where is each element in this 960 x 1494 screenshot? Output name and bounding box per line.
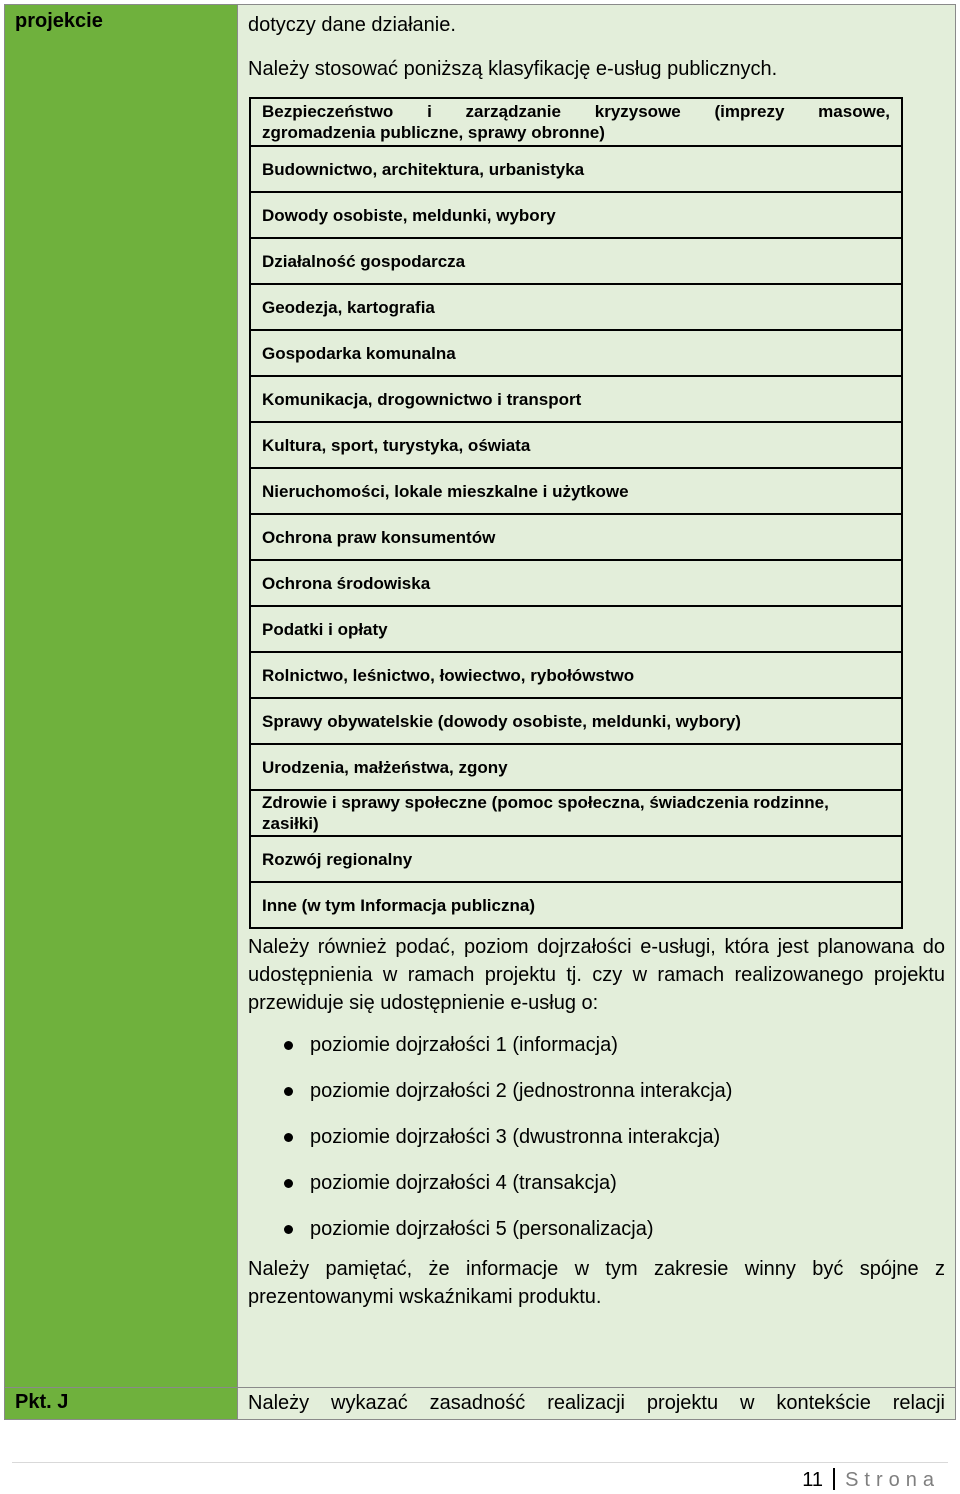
footer-divider	[12, 1462, 948, 1463]
table-row	[250, 330, 902, 376]
intro-text-1: dotyczy dane działanie.	[248, 14, 456, 36]
category-cell: Inne (w tym Informacja publiczna)	[250, 882, 902, 928]
intro-text-2: Należy stosować poniższą klasyfikację e-usług publicznych.	[248, 58, 778, 80]
category-cell: Geodezja, kartografia	[250, 284, 902, 330]
maturity-levels-list	[248, 1031, 945, 1261]
category-cell: Gospodarka komunalna	[250, 330, 902, 376]
table-row	[250, 836, 902, 882]
table-cell	[250, 98, 902, 146]
category-cell: Kultura, sport, turystyka, oświata	[250, 422, 902, 468]
category-cell: Ochrona praw konsumentów	[250, 514, 902, 560]
maturity-intro-text: Należy również podać, poziom dojrzałości e-usługi, która jest planowana do udostępnienia w ramach projektu tj. czy w ramach realizowanego projektu przewiduje się udostępnienie e-usług o:	[248, 936, 945, 1014]
category-cell: Budownictwo, architektura, urbanistyka	[250, 146, 902, 192]
list-item: poziomie dojrzałości 5 (personalizacja)	[248, 1215, 945, 1261]
category-line-2: zgromadzenia publiczne, sprawy obronne)	[262, 123, 605, 142]
category-cell: Nieruchomości, lokale mieszkalne i użytkowe	[250, 468, 902, 514]
row-label: projekcie	[15, 10, 103, 32]
category-cell: Komunikacja, drogownictwo i transport	[250, 376, 902, 422]
closing-text: Należy pamiętać, że informacje w tym zakresie winny być spójne z prezentowanymi wskaźnikami produktu.	[248, 1258, 945, 1308]
category-cell: Zdrowie i sprawy społeczne (pomoc społeczna, świadczenia rodzinne, zasiłki)	[250, 790, 902, 836]
table-row	[250, 606, 902, 652]
row-text: Należy wykazać zasadność realizacji projektu w kontekście relacji	[248, 1392, 945, 1414]
table-row	[250, 98, 902, 146]
form-row-pkt-j	[4, 1387, 956, 1420]
page-number: 11	[802, 1469, 824, 1491]
row-content-cell	[238, 1388, 955, 1419]
category-cell: Ochrona środowiska	[250, 560, 902, 606]
category-cell: Dowody osobiste, meldunki, wybory	[250, 192, 902, 238]
table-row	[250, 560, 902, 606]
list-item: poziomie dojrzałości 4 (transakcja)	[248, 1169, 945, 1215]
category-cell: Rolnictwo, leśnictwo, łowiectwo, rybołówstwo	[250, 652, 902, 698]
table-row	[250, 284, 902, 330]
category-cell: Działalność gospodarcza	[250, 238, 902, 284]
table-row	[250, 514, 902, 560]
table-row	[250, 376, 902, 422]
page-word: Strona	[845, 1469, 940, 1491]
form-row-projekcie	[4, 4, 956, 1388]
table-row	[250, 652, 902, 698]
table-row	[250, 146, 902, 192]
list-item: poziomie dojrzałości 3 (dwustronna interakcja)	[248, 1123, 945, 1169]
row-content-cell	[238, 5, 955, 1387]
row-label: Pkt. J	[15, 1391, 69, 1413]
table-row	[250, 882, 902, 928]
table-row	[250, 698, 902, 744]
category-cell: Urodzenia, małżeństwa, zgony	[250, 744, 902, 790]
table-row	[250, 192, 902, 238]
table-row	[250, 790, 902, 836]
row-label-cell	[5, 5, 238, 1387]
row-label-cell	[5, 1388, 238, 1419]
category-cell: Rozwój regionalny	[250, 836, 902, 882]
e-services-classification-table	[249, 97, 903, 929]
list-item: poziomie dojrzałości 2 (jednostronna interakcja)	[248, 1077, 945, 1123]
footer-separator	[833, 1468, 835, 1490]
table-row	[250, 422, 902, 468]
category-cell: Sprawy obywatelskie (dowody osobiste, meldunki, wybory)	[250, 698, 902, 744]
page-footer	[802, 1466, 940, 1494]
category-cell: Podatki i opłaty	[250, 606, 902, 652]
category-line-1: Bezpieczeństwo i zarządzanie kryzysowe (imprezy masowe,	[262, 102, 890, 121]
table-row	[250, 744, 902, 790]
table-row	[250, 468, 902, 514]
list-item: poziomie dojrzałości 1 (informacja)	[248, 1031, 945, 1077]
table-row	[250, 238, 902, 284]
